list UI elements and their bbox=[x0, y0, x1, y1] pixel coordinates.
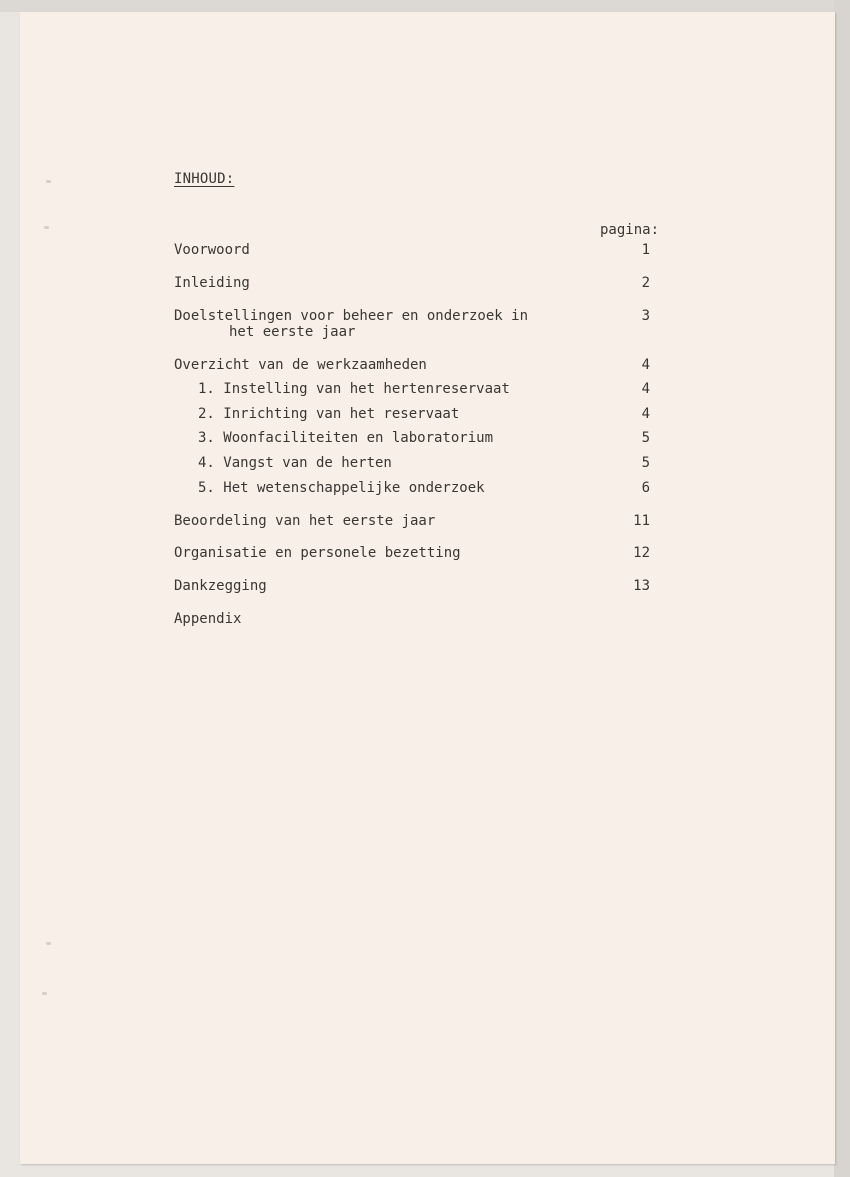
toc-entry-label: 2. Inrichting van het reservaat bbox=[198, 406, 460, 422]
toc-entry-voorwoord bbox=[174, 242, 650, 258]
toc-entry-page: 4 bbox=[641, 357, 650, 373]
toc-entry-page: 3 bbox=[641, 308, 650, 324]
toc-entry-label: Voorwoord bbox=[174, 242, 250, 258]
toc-entry-dankzegging bbox=[174, 578, 650, 594]
paper-mark bbox=[44, 226, 49, 229]
toc-entry-overzicht bbox=[174, 357, 650, 373]
toc-subentry-3 bbox=[198, 430, 650, 446]
toc-entry-label: 1. Instelling van het hertenreservaat bbox=[198, 381, 510, 397]
scan-background-top bbox=[0, 0, 850, 12]
toc-entry-beoordeling bbox=[174, 513, 650, 529]
toc-entry-label: Beoordeling van het eerste jaar bbox=[174, 513, 436, 529]
toc-entry-organisatie bbox=[174, 545, 650, 561]
toc-entry-page: 13 bbox=[633, 578, 650, 594]
toc-entry-inleiding bbox=[174, 275, 650, 291]
paper-mark bbox=[46, 942, 51, 945]
toc-entry-appendix bbox=[174, 611, 650, 627]
paper-mark bbox=[42, 992, 47, 995]
toc-subentry-4 bbox=[198, 455, 650, 471]
scan-background-right bbox=[834, 0, 850, 1177]
toc-entry-label: Doelstellingen voor beheer en onderzoek in bbox=[174, 308, 529, 324]
toc-entry-page: 5 bbox=[641, 455, 650, 471]
toc-entry-page: 5 bbox=[641, 430, 650, 446]
toc-entry-label: Organisatie en personele bezetting bbox=[174, 545, 461, 561]
toc-entry-label: Overzicht van de werkzaamheden bbox=[174, 357, 427, 373]
toc-entry-label: 3. Woonfaciliteiten en laboratorium bbox=[198, 430, 494, 446]
paper-mark bbox=[46, 180, 51, 183]
toc-entry-page: 4 bbox=[641, 381, 650, 397]
toc-entry-page: 2 bbox=[641, 275, 650, 291]
toc-entry-page: 11 bbox=[633, 513, 650, 529]
toc-entry-page: 4 bbox=[641, 406, 650, 422]
toc-entry-doelstellingen bbox=[174, 308, 650, 340]
toc-entry-page: 1 bbox=[641, 242, 650, 258]
toc-entry-label-continuation: het eerste jaar bbox=[229, 324, 356, 340]
toc-subentry-1 bbox=[198, 381, 650, 397]
toc-entry-label: 4. Vangst van de herten bbox=[198, 455, 392, 471]
toc-entry-label: Dankzegging bbox=[174, 578, 267, 594]
toc-entry-label: 5. Het wetenschappelijke onderzoek bbox=[198, 480, 485, 496]
toc-entry-page: 6 bbox=[641, 480, 650, 496]
toc-subentry-5 bbox=[198, 480, 650, 496]
toc-subentry-2 bbox=[198, 406, 650, 422]
page-column-header: pagina: bbox=[600, 222, 660, 238]
toc-entry-label: Appendix bbox=[174, 611, 242, 627]
toc-entry-label: Inleiding bbox=[174, 275, 250, 291]
toc-entry-page: 12 bbox=[633, 545, 650, 561]
toc-title: INHOUD: bbox=[174, 171, 235, 187]
